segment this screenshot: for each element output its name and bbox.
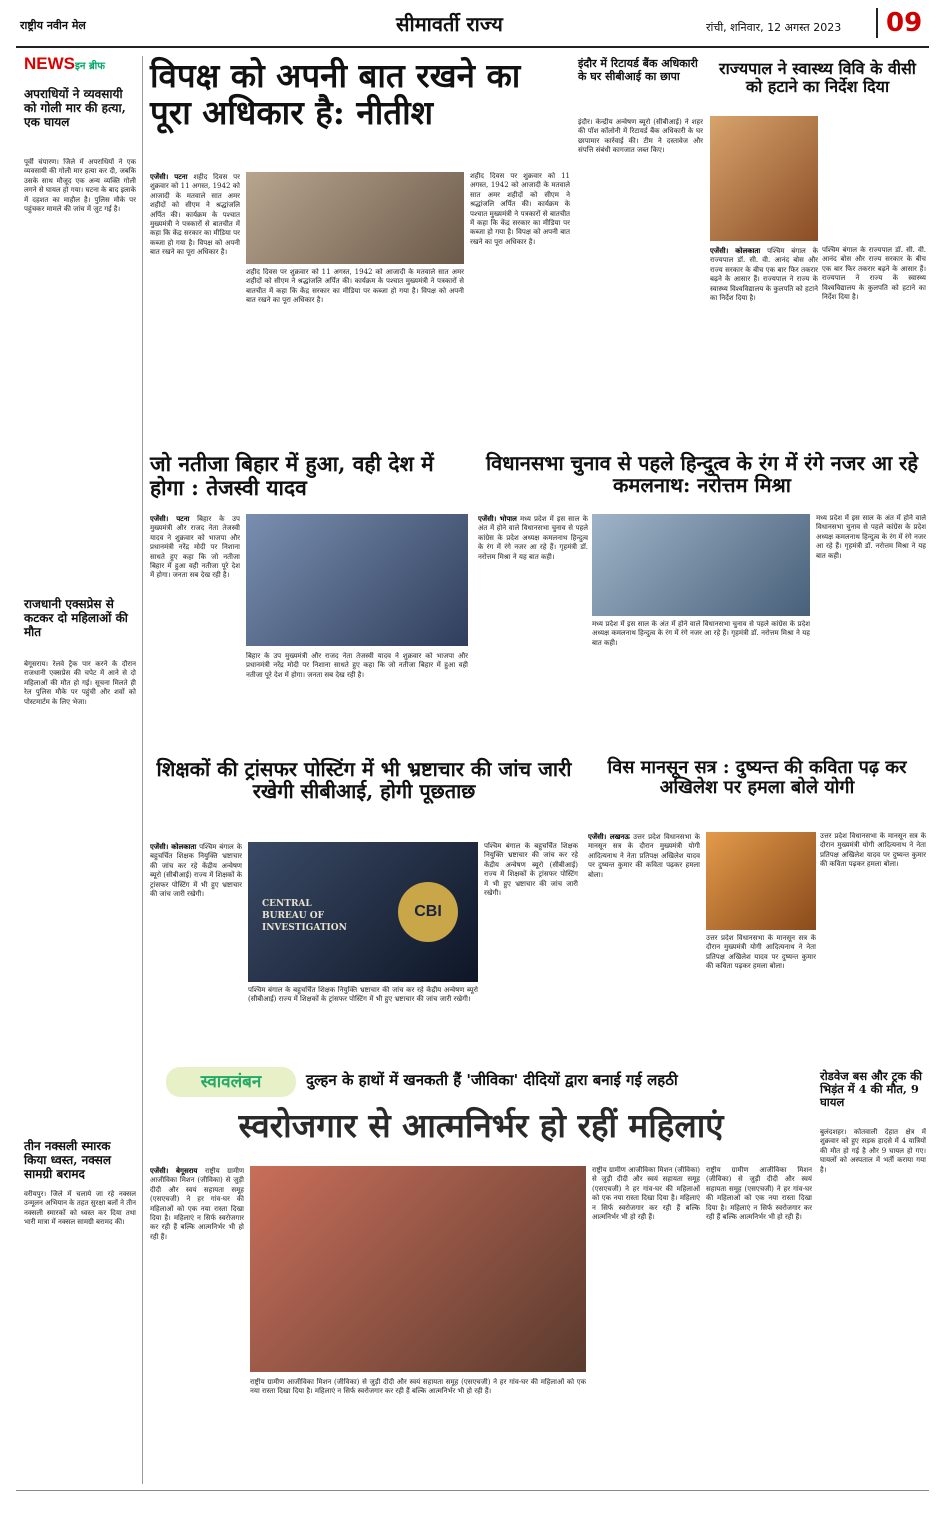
governor-byline: एजेंसी। कोलकाता	[710, 246, 761, 255]
page-number: 09	[876, 8, 922, 38]
masthead	[16, 8, 929, 48]
cbi-body-cont: पश्चिम बंगाल के बहुचर्चित शिक्षक नियुक्ति भ्रष्टाचार की जांच कर रहे केंद्रीय अन्वेषण ब्यूरो (सीबीआई) राज्य में शिक्षकों के ट्रांसफर पोस्टिंग में भी हुए भ्रष्टाचार की जांच जारी रखेगी।	[248, 986, 478, 1004]
nitish-body-cont-2: शहीद दिवस पर शुक्रवार को 11 अगस्त, 1942 को आजादी के मतवाले सात अमर शहीदों को सीएम ने श्रद्धांजलि अर्पित की। कार्यक्रम के पश्चात मुख्यमंत्री ने पत्रकारों से बातचीत में कहा कि केंद्र सरकार का मीडिया पर कब्जा हो गया है। विपक्ष को अपनी बात रखने का पूरा अधिकार है।	[470, 172, 570, 246]
cbi-byline: एजेंसी। कोलकाता	[150, 842, 197, 851]
column-divider	[142, 56, 143, 1484]
jeevika-photo	[250, 1166, 586, 1372]
yogi-body-cont-2: उत्तर प्रदेश विधानसभा के मानसून सत्र के दौरान मुख्यमंत्री योगी आदित्यनाथ ने नेता प्रतिपक्ष अखिलेश यादव पर दुष्यन्त कुमार की कविता पढ़कर हमला बोला।	[820, 832, 926, 869]
narottam-headline: विधानसभा चुनाव से पहले हिन्दुत्व के रंग में रंगे नजर आ रहे कमलनाथ: नरोत्तम मिश्रा	[486, 451, 918, 498]
nitish-body	[150, 172, 240, 442]
cbi-logo: CBI	[398, 882, 458, 942]
cbi-headline: शिक्षकों की ट्रांसफर पोस्टिंग में भी भ्रष्टाचार की जांच जारी रखेगी सीबीआई, होगी पूछताछ	[156, 757, 572, 804]
jeevika-body	[150, 1166, 244, 1484]
jeevika-byline: एजेंसी। बेगूसराय	[150, 1166, 198, 1175]
narottam-body-cont: मध्य प्रदेश में इस साल के अंत में होने वाले विधानसभा चुनाव से पहले कांग्रेस के प्रदेश अध्यक्ष कमलनाथ हिन्दुत्व के रंग में रंगे नजर आ रहे हैं। गृहमंत्री डॉ. नरोत्तम मिश्रा ने यह बात कही।	[592, 620, 810, 647]
cbi-sign: CENTRAL BUREAU OF INVESTIGATION	[262, 899, 347, 933]
page-footer	[16, 1490, 929, 1503]
yogi-body	[588, 832, 700, 1060]
tejashwi-body	[150, 514, 240, 744]
yogi-body-text: उत्तर प्रदेश विधानसभा के मानसून सत्र के दौरान मुख्यमंत्री योगी आदित्यनाथ ने नेता प्रतिपक्ष अखिलेश यादव पर दुष्यन्त कुमार की कविता पढ़कर हमला बोला।	[588, 833, 700, 879]
narottam-body-text: मध्य प्रदेश में इस साल के अंत में होने वाले विधानसभा चुनाव से पहले कांग्रेस के प्रदेश अध्यक्ष कमलनाथ हिन्दुत्व के रंग में रंगे नजर आ रहे हैं। गृहमंत्री डॉ. नरोत्तम मिश्रा ने यह बात कही।	[478, 515, 588, 561]
jeevika-headline: स्वरोजगार से आत्मनिर्भर हो रहीं महिलाएं	[238, 1106, 724, 1145]
accident-headline: रोडवेज बस और ट्रक की भिड़ंत में 4 की मौत, 9 घायल	[820, 1069, 923, 1110]
nitish-body-text: शहीद दिवस पर शुक्रवार को 11 अगस्त, 1942 को आजादी के मतवाले सात अमर शहीदों को सीएम ने श्रद्धांजलि अर्पित की। कार्यक्रम के पश्चात मुख्यमंत्री ने पत्रकारों से बातचीत में कहा कि केंद्र सरकार का मीडिया पर कब्जा हो गया है। विपक्ष को अपनी बात रखने का पूरा अधिकार है।	[150, 173, 240, 257]
tejashwi-headline: जो नतीजा बिहार में हुआ, वही देश में होगा : तेजस्वी यादव	[150, 451, 434, 500]
tejashwi-body-text: बिहार के उप मुख्यमंत्री और राजद नेता तेजस्वी यादव ने शुक्रवार को भाजपा और प्रधानमंत्री नरेंद्र मोदी पर निशाना साधते हुए कहा कि जो नतीजा बिहार में हुआ वही नतीजा पूरे देश में होगा। जनता सब देख रही है।	[150, 515, 240, 580]
cbi-photo	[248, 842, 478, 982]
governor-photo	[710, 116, 818, 241]
cbi-body-cont-2: पश्चिम बंगाल के बहुचर्चित शिक्षक नियुक्ति भ्रष्टाचार की जांच कर रहे केंद्रीय अन्वेषण ब्यूरो (सीबीआई) राज्य में शिक्षकों के ट्रांसफर पोस्टिंग में भी हुए भ्रष्टाचार की जांच जारी रखेगी।	[484, 842, 578, 898]
tejashwi-body-cont: बिहार के उप मुख्यमंत्री और राजद नेता तेजस्वी यादव ने शुक्रवार को भाजपा और प्रधानमंत्री नरेंद्र मोदी पर निशाना साधते हुए कहा कि जो नतीजा बिहार में हुआ वही नतीजा पूरे देश में होगा। जनता सब देख रही है।	[246, 652, 468, 679]
governor-headline: राज्यपाल ने स्वास्थ्य विवि के वीसी को हटाने का निर्देश दिया	[719, 59, 916, 96]
jeevika-body-text: राष्ट्रीय ग्रामीण आजीविका मिशन (जीविका) से जुड़ी दीदी और स्वयं सहायता समूह (एसएचजी) ने हर गांव-घर की महिलाओं को एक नया रास्ता दिखा दिया है। महिलाएं न सिर्फ स्वरोजगार कर रही हैं बल्कि आत्मनिर्भर भी हो रही हैं।	[150, 1167, 244, 1241]
governor-body	[710, 246, 818, 442]
cbi-body	[150, 842, 242, 1060]
left-story-1: पूर्वी चंपारण। जिले में अपराधियों ने एक व्यवसायी की गोली मार हत्या कर दी, जबकि उसके साथ मौजूद एक अन्य व्यक्ति गोली लगने से घायल हो गया। घटना के बाद इलाके में दहशत का माहौल है। पुलिस मौके पर पहुंचकर मामले की जांच में जुट गई है।	[24, 158, 136, 214]
narottam-photo	[592, 514, 810, 616]
news-brief-logo	[24, 54, 136, 80]
tejashwi-photo	[246, 514, 468, 646]
jeevika-body-cont-3: राष्ट्रीय ग्रामीण आजीविका मिशन (जीविका) से जुड़ी दीदी और स्वयं सहायता समूह (एसएचजी) ने हर गांव-घर की महिलाओं को एक नया रास्ता दिखा दिया है। महिलाएं न सिर्फ स्वरोजगार कर रही हैं बल्कि आत्मनिर्भर भी हो रही हैं।	[706, 1166, 812, 1222]
cbi-body-text: पश्चिम बंगाल के बहुचर्चित शिक्षक नियुक्ति भ्रष्टाचार की जांच कर रहे केंद्रीय अन्वेषण ब्यूरो (सीबीआई) राज्य में शिक्षकों के ट्रांसफर पोस्टिंग में भी हुए भ्रष्टाचार की जांच जारी रखेगी।	[150, 843, 242, 899]
governor-body-text: पश्चिम बंगाल के राज्यपाल डॉ. सी. वी. आनंद बोस और राज्य सरकार के बीच एक बार फिर तकरार बढ़ने के आसार हैं। राज्यपाल ने राज्य के स्वास्थ्य विश्वविद्यालय के कुलपति को हटाने का निर्देश दिया है।	[710, 247, 818, 303]
raid-headline: इंदौर में रिटायर्ड बैंक अधिकारी के घर सीबीआई का छापा	[578, 57, 698, 83]
brief-label: इन ब्रीफ	[75, 61, 105, 72]
narottam-body	[478, 514, 588, 744]
nitish-headline: विपक्ष को अपनी बात रखने का पूरा अधिकार है: नीतीश	[150, 56, 521, 132]
swavalamban-tag: स्वावलंबन	[166, 1067, 296, 1097]
left-headline-2: राजधानी एक्सप्रेस से कटकर दो महिलाओं की मौत	[24, 597, 128, 639]
yogi-byline: एजेंसी। लखनऊ	[588, 832, 630, 841]
news-label: NEWS	[24, 54, 75, 73]
left-story-2: बेगूसराय। रेलवे ट्रैक पार करने के दौरान राजधानी एक्सप्रेस की चपेट में आने से दो महिलाओं की मौत हो गई। सूचना मिलते ही रेल पुलिस मौके पर पहुंची और शवों को पोस्टमार्टम के लिए भेजा।	[24, 660, 136, 706]
governor-body-cont: पश्चिम बंगाल के राज्यपाल डॉ. सी. वी. आनंद बोस और राज्य सरकार के बीच एक बार फिर तकरार बढ़ने के आसार हैं। राज्यपाल ने राज्य के स्वास्थ्य विश्वविद्यालय के कुलपति को हटाने का निर्देश दिया है।	[822, 246, 926, 302]
issue-date: रांची, शनिवार, 12 अगस्त 2023	[706, 21, 842, 34]
nitish-photo	[246, 172, 464, 264]
nitish-byline: एजेंसी। पटना	[150, 172, 188, 181]
narottam-byline: एजेंसी। भोपाल	[478, 514, 517, 523]
tejashwi-byline: एजेंसी। पटना	[150, 514, 190, 523]
section-title: सीमावर्ती राज्य	[396, 12, 503, 36]
left-headline-3: तीन नक्सली स्मारक किया ध्वस्त, नक्सल सामग्री बरामद	[24, 1139, 111, 1181]
accident-body: बुलंदशहर। कोतवाली देहात क्षेत्र में शुक्रवार को हुए सड़क हादसे में 4 यात्रियों की मौत हो गई है और 9 घायल हो गए। घायलों को अस्पताल में भर्ती कराया गया है।	[820, 1128, 926, 1174]
yogi-headline: विस मानसून सत्र : दुष्यन्त की कविता पढ़ कर अखिलेश पर हमला बोले योगी	[607, 757, 907, 799]
yogi-body-cont: उत्तर प्रदेश विधानसभा के मानसून सत्र के दौरान मुख्यमंत्री योगी आदित्यनाथ ने नेता प्रतिपक्ष अखिलेश यादव पर दुष्यन्त कुमार की कविता पढ़कर हमला बोला।	[706, 934, 816, 971]
left-story-3: वरीयपुर। जिले में चलाये जा रहे नक्सल उन्मूलन अभियान के तहत सुरक्षा बलों ने तीन नक्सली स्मारकों को ध्वस्त कर दिया तथा भारी मात्रा में नक्सल सामग्री बरामद की।	[24, 1190, 136, 1227]
jeevika-body-cont: राष्ट्रीय ग्रामीण आजीविका मिशन (जीविका) से जुड़ी दीदी और स्वयं सहायता समूह (एसएचजी) ने हर गांव-घर की महिलाओं को एक नया रास्ता दिखा दिया है। महिलाएं न सिर्फ स्वरोजगार कर रही हैं बल्कि आत्मनिर्भर भी हो रही हैं।	[250, 1378, 586, 1396]
jeevika-kicker: दुल्हन के हाथों में खनकती हैं 'जीविका' दीदियों द्वारा बनाई गई लहठी	[306, 1071, 678, 1089]
nitish-body-cont: शहीद दिवस पर शुक्रवार को 11 अगस्त, 1942 को आजादी के मतवाले सात अमर शहीदों को सीएम ने श्रद्धांजलि अर्पित की। कार्यक्रम के पश्चात मुख्यमंत्री ने पत्रकारों से बातचीत में कहा कि केंद्र सरकार का मीडिया पर कब्जा हो गया है। विपक्ष को अपनी बात रखने का पूरा अधिकार है।	[246, 268, 464, 305]
newspaper-brand: राष्ट्रीय नवीन मेल	[20, 19, 86, 32]
yogi-photo	[706, 832, 816, 930]
left-headline-1: अपराधियों ने व्यवसायी को गोली मार की हत्या, एक घायल	[24, 87, 126, 129]
raid-body: इंदौर। केन्द्रीय अन्वेषण ब्यूरो (सीबीआई) ने शहर की पॉश कॉलोनी में रिटायर्ड बैंक अधिकारी के घर छापामार कार्रवाई की। टीम ने दस्तावेज और संपत्ति संबंधी कागजात जब्त किए।	[578, 118, 703, 155]
narottam-body-cont-2: मध्य प्रदेश में इस साल के अंत में होने वाले विधानसभा चुनाव से पहले कांग्रेस के प्रदेश अध्यक्ष कमलनाथ हिन्दुत्व के रंग में रंगे नजर आ रहे हैं। गृहमंत्री डॉ. नरोत्तम मिश्रा ने यह बात कही।	[816, 514, 926, 560]
jeevika-body-cont-2: राष्ट्रीय ग्रामीण आजीविका मिशन (जीविका) से जुड़ी दीदी और स्वयं सहायता समूह (एसएचजी) ने हर गांव-घर की महिलाओं को एक नया रास्ता दिखा दिया है। महिलाएं न सिर्फ स्वरोजगार कर रही हैं बल्कि आत्मनिर्भर भी हो रही हैं।	[592, 1166, 700, 1222]
